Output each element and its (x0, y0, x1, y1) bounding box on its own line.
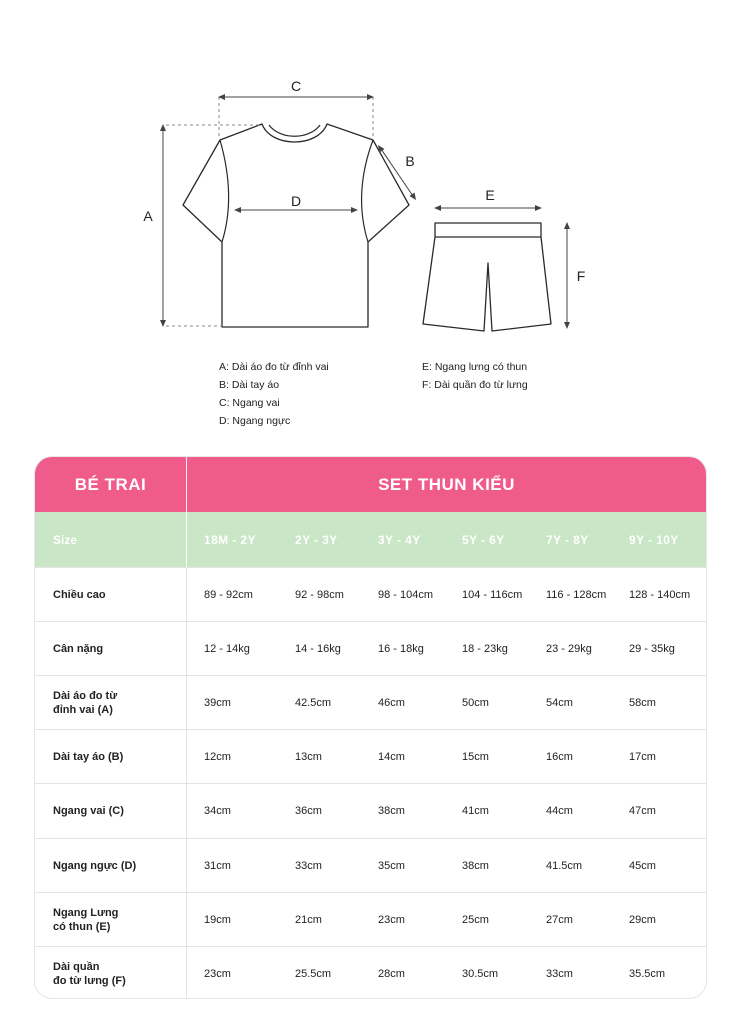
table-cell: 45cm (629, 859, 656, 872)
row-label: Dài quần đo từ lưng (F) (53, 960, 126, 987)
table-cell: 16 - 18kg (378, 643, 424, 656)
row-label: Cân nặng (53, 643, 104, 656)
table-cell: 128 - 140cm (629, 589, 691, 601)
size-header-row (35, 512, 706, 567)
table-cell: 54cm (546, 697, 573, 710)
table-cell: 14cm (378, 751, 405, 764)
product-title: SET THUN KIỂU (378, 474, 515, 494)
legend-item-a: A: Dài áo đo từ đỉnh vai (219, 361, 329, 373)
table-cell: 19cm (204, 913, 231, 926)
size-header-cell: 7Y - 8Y (546, 532, 589, 547)
table-row (35, 946, 706, 999)
row-label: Dài áo đo từ đỉnh vai (A) (53, 690, 118, 717)
table-cell: 25.5cm (295, 967, 332, 980)
table-cell: 34cm (204, 805, 231, 818)
table-row (35, 892, 706, 946)
table-cell: 116 - 128cm (546, 589, 607, 601)
table-row (35, 838, 706, 892)
row-label: Ngang vai (C) (53, 805, 124, 818)
table-cell: 98 - 104cm (378, 589, 434, 601)
table-cell: 41cm (462, 805, 489, 818)
table-cell: 18 - 23kg (462, 643, 508, 656)
table-cell: 29 - 35kg (629, 643, 675, 656)
dimension-b-label: B (405, 153, 415, 169)
table-cell: 23 - 29kg (546, 643, 592, 656)
table-cell: 89 - 92cm (204, 589, 253, 601)
size-header-cell: 5Y - 6Y (462, 532, 505, 547)
category-title: BÉ TRAI (74, 474, 147, 494)
size-header-cell: 18M - 2Y (204, 532, 256, 547)
legend-item-f: F: Dài quần đo từ lưng (422, 379, 528, 391)
table-row (35, 729, 706, 783)
table-cell: 12 - 14kg (204, 643, 250, 656)
table-cell: 31cm (204, 859, 231, 872)
table-cell: 33cm (295, 859, 322, 872)
tshirt-collar (269, 125, 320, 136)
dimension-e-label: E (485, 187, 495, 203)
table-cell: 35cm (378, 859, 405, 872)
table-cell: 28cm (378, 967, 405, 980)
legend-left (219, 358, 329, 430)
size-header-cell: 9Y - 10Y (629, 532, 679, 547)
table-cell: 12cm (204, 751, 231, 764)
row-label: Chiều cao (53, 589, 106, 601)
table-cell: 35.5cm (629, 967, 666, 980)
legend-right (422, 358, 528, 394)
size-header-cell: 3Y - 4Y (378, 532, 421, 547)
table-header (35, 457, 706, 512)
legend-item-e: E: Ngang lưng có thun (422, 361, 528, 373)
tshirt-outline (183, 124, 409, 327)
table-cell: 58cm (629, 697, 656, 710)
legend-item-b: B: Dài tay áo (219, 379, 280, 391)
table-cell: 44cm (546, 805, 573, 818)
table-cell: 41.5cm (546, 859, 583, 872)
table-row (35, 675, 706, 729)
table-cell: 38cm (378, 805, 405, 818)
table-row (35, 783, 706, 837)
table-cell: 13cm (295, 751, 322, 764)
dimension-a-label: A (143, 208, 153, 224)
table-cell: 46cm (378, 697, 405, 710)
dimension-d-label: D (290, 193, 302, 209)
table-cell: 16cm (546, 751, 573, 764)
size-table (34, 456, 707, 999)
table-cell: 39cm (204, 697, 231, 710)
table-cell: 47cm (629, 805, 656, 818)
table-cell: 23cm (378, 913, 405, 926)
table-cell: 14 - 16kg (295, 643, 341, 656)
table-cell: 23cm (204, 967, 231, 980)
table-cell: 17cm (629, 751, 656, 764)
table-cell: 33cm (546, 967, 573, 980)
shorts-outline (423, 223, 551, 331)
table-cell: 30.5cm (462, 967, 499, 980)
measurement-diagram (0, 0, 731, 440)
table-cell: 15cm (462, 751, 489, 764)
table-row (35, 567, 706, 621)
row-label: Dài tay áo (B) (53, 751, 124, 764)
table-cell: 42.5cm (295, 697, 332, 710)
table-cell: 36cm (295, 805, 322, 818)
table-cell: 27cm (546, 913, 573, 926)
size-label: Size (53, 532, 78, 547)
size-header-cell: 2Y - 3Y (295, 532, 338, 547)
row-label: Ngang ngực (D) (53, 859, 137, 872)
table-cell: 29cm (629, 913, 656, 926)
legend-item-d: D: Ngang ngực (219, 415, 291, 427)
legend-item-c: C: Ngang vai (219, 397, 280, 409)
table-row (35, 621, 706, 675)
table-cell: 25cm (462, 913, 489, 926)
row-label: Ngang Lưng có thun (E) (53, 906, 119, 933)
table-cell: 21cm (295, 913, 322, 926)
dimension-f-label: F (576, 268, 586, 284)
dimension-c-label: C (290, 78, 302, 94)
table-cell: 92 - 98cm (295, 589, 344, 601)
table-cell: 50cm (462, 697, 489, 710)
table-cell: 38cm (462, 859, 489, 872)
table-cell: 104 - 116cm (462, 589, 523, 601)
